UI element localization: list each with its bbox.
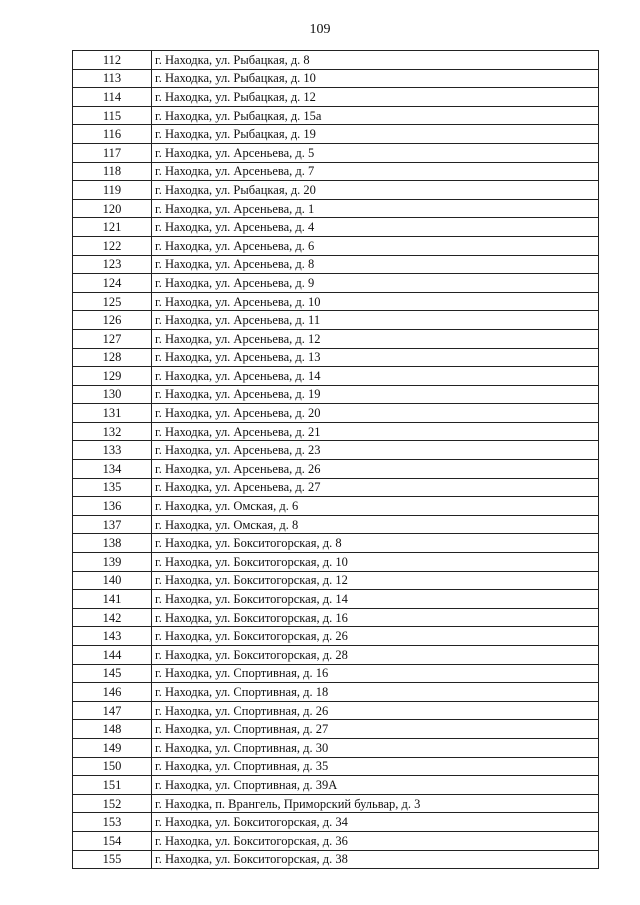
- row-address: г. Находка, ул. Арсеньева, д. 11: [152, 311, 599, 330]
- row-address: г. Находка, ул. Арсеньева, д. 6: [152, 236, 599, 255]
- row-number: 132: [73, 422, 152, 441]
- table-row: [73, 162, 599, 181]
- row-address: г. Находка, п. Врангель, Приморский бульвар, д. 3: [152, 794, 599, 813]
- table-row: [73, 181, 599, 200]
- row-address: г. Находка, ул. Спортивная, д. 16: [152, 664, 599, 683]
- row-address: г. Находка, ул. Арсеньева, д. 9: [152, 274, 599, 293]
- row-number: 142: [73, 608, 152, 627]
- row-number: 139: [73, 553, 152, 572]
- row-number: 147: [73, 701, 152, 720]
- row-number: 117: [73, 143, 152, 162]
- row-number: 128: [73, 348, 152, 367]
- row-number: 144: [73, 646, 152, 665]
- row-address: г. Находка, ул. Бокситогорская, д. 26: [152, 627, 599, 646]
- table-row: [73, 51, 599, 70]
- row-number: 127: [73, 329, 152, 348]
- row-number: 133: [73, 441, 152, 460]
- row-address: г. Находка, ул. Арсеньева, д. 1: [152, 199, 599, 218]
- row-address: г. Находка, ул. Омская, д. 8: [152, 515, 599, 534]
- row-number: 140: [73, 571, 152, 590]
- row-address: г. Находка, ул. Арсеньева, д. 21: [152, 422, 599, 441]
- row-address: г. Находка, ул. Арсеньева, д. 5: [152, 143, 599, 162]
- page-number: 109: [309, 22, 331, 37]
- row-address: г. Находка, ул. Омская, д. 6: [152, 497, 599, 516]
- table-row: [73, 348, 599, 367]
- row-number: 124: [73, 274, 152, 293]
- row-address: г. Находка, ул. Арсеньева, д. 27: [152, 478, 599, 497]
- table-row: [73, 608, 599, 627]
- table-row: [73, 738, 599, 757]
- table-row: [73, 590, 599, 609]
- row-address: г. Находка, ул. Арсеньева, д. 26: [152, 460, 599, 479]
- table-row: [73, 683, 599, 702]
- table-row: [73, 69, 599, 88]
- row-number: 151: [73, 776, 152, 795]
- row-address: г. Находка, ул. Бокситогорская, д. 16: [152, 608, 599, 627]
- table-row: [73, 776, 599, 795]
- row-address: г. Находка, ул. Арсеньева, д. 23: [152, 441, 599, 460]
- table-row: [73, 813, 599, 832]
- row-address: г. Находка, ул. Арсеньева, д. 4: [152, 218, 599, 237]
- row-number: 121: [73, 218, 152, 237]
- row-number: 112: [73, 51, 152, 70]
- table-row: [73, 515, 599, 534]
- row-number: 113: [73, 69, 152, 88]
- row-address: г. Находка, ул. Бокситогорская, д. 28: [152, 646, 599, 665]
- row-number: 115: [73, 106, 152, 125]
- row-number: 145: [73, 664, 152, 683]
- row-address: г. Находка, ул. Арсеньева, д. 19: [152, 385, 599, 404]
- row-address: г. Находка, ул. Бокситогорская, д. 14: [152, 590, 599, 609]
- table-row: [73, 255, 599, 274]
- row-address: г. Находка, ул. Спортивная, д. 27: [152, 720, 599, 739]
- row-number: 134: [73, 460, 152, 479]
- row-address: г. Находка, ул. Арсеньева, д. 13: [152, 348, 599, 367]
- row-number: 130: [73, 385, 152, 404]
- row-number: 122: [73, 236, 152, 255]
- table-row: [73, 646, 599, 665]
- row-address: г. Находка, ул. Бокситогорская, д. 12: [152, 571, 599, 590]
- row-address: г. Находка, ул. Спортивная, д. 30: [152, 738, 599, 757]
- table-row: [73, 199, 599, 218]
- row-number: 131: [73, 404, 152, 423]
- row-address: г. Находка, ул. Бокситогорская, д. 36: [152, 831, 599, 850]
- table-row: [73, 311, 599, 330]
- table-row: [73, 794, 599, 813]
- table-row: [73, 106, 599, 125]
- row-number: 149: [73, 738, 152, 757]
- table-row: [73, 404, 599, 423]
- row-address: г. Находка, ул. Рыбацкая, д. 8: [152, 51, 599, 70]
- row-number: 114: [73, 88, 152, 107]
- row-number: 146: [73, 683, 152, 702]
- row-address: г. Находка, ул. Бокситогорская, д. 8: [152, 534, 599, 553]
- row-number: 135: [73, 478, 152, 497]
- row-address: г. Находка, ул. Бокситогорская, д. 38: [152, 850, 599, 869]
- table-row: [73, 701, 599, 720]
- table-row: [73, 534, 599, 553]
- row-number: 123: [73, 255, 152, 274]
- address-table: [72, 50, 599, 869]
- table-row: [73, 422, 599, 441]
- table-row: [73, 274, 599, 293]
- row-address: г. Находка, ул. Арсеньева, д. 12: [152, 329, 599, 348]
- row-number: 154: [73, 831, 152, 850]
- row-address: г. Находка, ул. Спортивная, д. 18: [152, 683, 599, 702]
- row-number: 129: [73, 367, 152, 386]
- row-address: г. Находка, ул. Арсеньева, д. 7: [152, 162, 599, 181]
- row-address: г. Находка, ул. Арсеньева, д. 14: [152, 367, 599, 386]
- row-number: 153: [73, 813, 152, 832]
- row-address: г. Находка, ул. Спортивная, д. 39А: [152, 776, 599, 795]
- row-address: г. Находка, ул. Арсеньева, д. 10: [152, 292, 599, 311]
- row-number: 116: [73, 125, 152, 144]
- row-address: г. Находка, ул. Арсеньева, д. 20: [152, 404, 599, 423]
- row-address: г. Находка, ул. Арсеньева, д. 8: [152, 255, 599, 274]
- table-row: [73, 478, 599, 497]
- table-row: [73, 497, 599, 516]
- row-number: 155: [73, 850, 152, 869]
- row-address: г. Находка, ул. Рыбацкая, д. 20: [152, 181, 599, 200]
- row-number: 141: [73, 590, 152, 609]
- table-row: [73, 720, 599, 739]
- row-address: г. Находка, ул. Рыбацкая, д. 19: [152, 125, 599, 144]
- row-number: 138: [73, 534, 152, 553]
- row-address: г. Находка, ул. Рыбацкая, д. 10: [152, 69, 599, 88]
- table-row: [73, 553, 599, 572]
- table-row: [73, 218, 599, 237]
- table-row: [73, 88, 599, 107]
- table-row: [73, 385, 599, 404]
- row-address: г. Находка, ул. Бокситогорская, д. 34: [152, 813, 599, 832]
- table-row: [73, 125, 599, 144]
- table-row: [73, 329, 599, 348]
- row-address: г. Находка, ул. Рыбацкая, д. 15а: [152, 106, 599, 125]
- row-address: г. Находка, ул. Рыбацкая, д. 12: [152, 88, 599, 107]
- row-number: 152: [73, 794, 152, 813]
- table-row: [73, 143, 599, 162]
- row-address: г. Находка, ул. Бокситогорская, д. 10: [152, 553, 599, 572]
- table-row: [73, 627, 599, 646]
- address-table-body: [73, 51, 599, 869]
- row-number: 118: [73, 162, 152, 181]
- row-address: г. Находка, ул. Спортивная, д. 35: [152, 757, 599, 776]
- row-number: 120: [73, 199, 152, 218]
- row-number: 148: [73, 720, 152, 739]
- row-number: 137: [73, 515, 152, 534]
- row-number: 125: [73, 292, 152, 311]
- row-number: 136: [73, 497, 152, 516]
- table-row: [73, 664, 599, 683]
- table-row: [73, 367, 599, 386]
- table-row: [73, 460, 599, 479]
- table-row: [73, 441, 599, 460]
- table-row: [73, 757, 599, 776]
- table-row: [73, 292, 599, 311]
- row-number: 119: [73, 181, 152, 200]
- row-number: 143: [73, 627, 152, 646]
- table-row: [73, 236, 599, 255]
- table-row: [73, 571, 599, 590]
- row-number: 126: [73, 311, 152, 330]
- row-address: г. Находка, ул. Спортивная, д. 26: [152, 701, 599, 720]
- table-row: [73, 850, 599, 869]
- table-row: [73, 831, 599, 850]
- row-number: 150: [73, 757, 152, 776]
